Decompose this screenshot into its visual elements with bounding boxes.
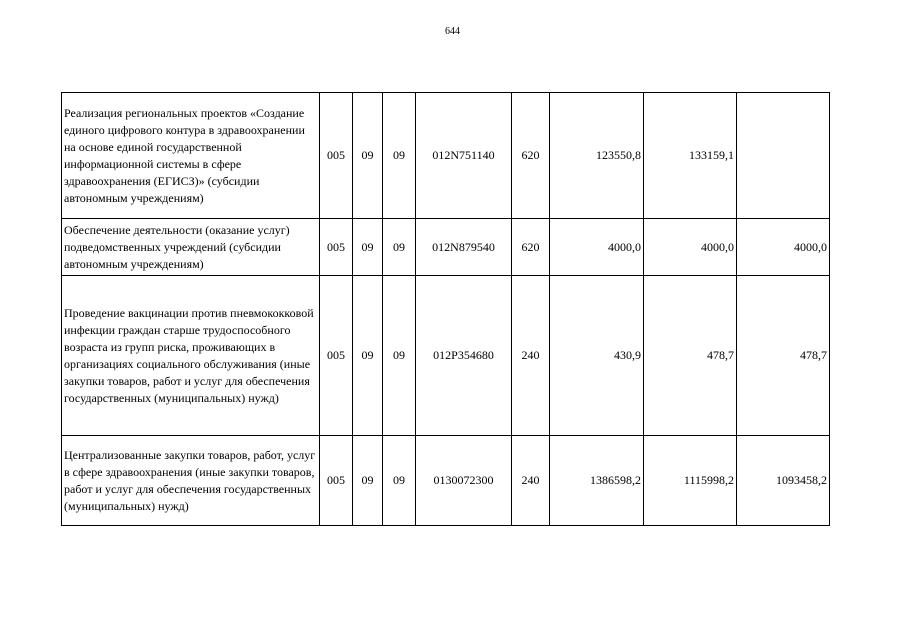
amount-year-1: 4000,0	[550, 219, 644, 276]
page-number: 644	[445, 26, 460, 37]
subsection-code: 09	[383, 93, 416, 219]
subsection-code: 09	[383, 276, 416, 436]
row-name: Проведение вакцинации против пневмококковой инфекции граждан старше трудоспособного возраста из групп риска, проживающих в организациях социального обслуживания (иные закупки товаров, работ и услуг для обеспечения государственных (муниципальных) нужд)	[62, 276, 320, 436]
subsection-code: 09	[383, 436, 416, 526]
amount-year-2: 133159,1	[644, 93, 737, 219]
expense-type-code: 620	[512, 93, 550, 219]
target-article-code: 012P354680	[416, 276, 512, 436]
ministry-code: 005	[320, 436, 353, 526]
table-row	[62, 93, 830, 219]
row-name: Централизованные закупки товаров, работ, услуг в сфере здравоохранения (иные закупки товаров, работ и услуг для обеспечения государственных (муниципальных) нужд)	[62, 436, 320, 526]
section-code: 09	[353, 93, 383, 219]
amount-year-1: 123550,8	[550, 93, 644, 219]
table-row	[62, 276, 830, 436]
section-code: 09	[353, 436, 383, 526]
amount-year-3: 1093458,2	[737, 436, 830, 526]
budget-table	[61, 92, 830, 526]
ministry-code: 005	[320, 93, 353, 219]
ministry-code: 005	[320, 276, 353, 436]
amount-year-1: 430,9	[550, 276, 644, 436]
table-row	[62, 436, 830, 526]
table-row	[62, 219, 830, 276]
target-article-code: 0130072300	[416, 436, 512, 526]
subsection-code: 09	[383, 219, 416, 276]
amount-year-3	[737, 93, 830, 219]
amount-year-2: 4000,0	[644, 219, 737, 276]
amount-year-2: 478,7	[644, 276, 737, 436]
target-article-code: 012N751140	[416, 93, 512, 219]
ministry-code: 005	[320, 219, 353, 276]
row-name: Реализация региональных проектов «Создание единого цифрового контура в здравоохранении на основе единой государственной информационной системы в сфере здравоохранения (ЕГИСЗ)» (субсидии автономным учреждениям)	[62, 93, 320, 219]
section-code: 09	[353, 219, 383, 276]
expense-type-code: 240	[512, 436, 550, 526]
amount-year-2: 1115998,2	[644, 436, 737, 526]
expense-type-code: 620	[512, 219, 550, 276]
amount-year-3: 478,7	[737, 276, 830, 436]
amount-year-3: 4000,0	[737, 219, 830, 276]
target-article-code: 012N879540	[416, 219, 512, 276]
section-code: 09	[353, 276, 383, 436]
amount-year-1: 1386598,2	[550, 436, 644, 526]
expense-type-code: 240	[512, 276, 550, 436]
row-name: Обеспечение деятельности (оказание услуг) подведомственных учреждений (субсидии автономным учреждениям)	[62, 219, 320, 276]
